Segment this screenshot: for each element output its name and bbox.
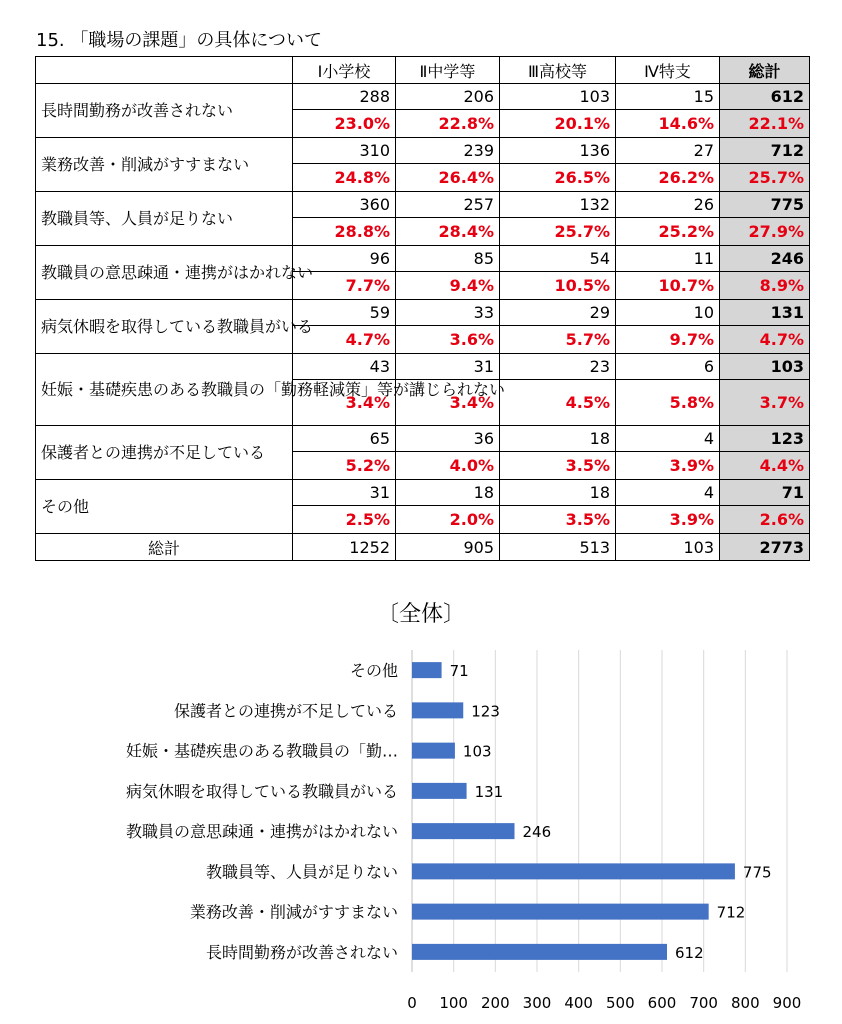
row-count-cell: 18 <box>396 480 500 506</box>
x-tick-label: 100 <box>439 994 468 1012</box>
row-percent-cell: 3.4% <box>396 380 500 426</box>
row-count-cell: 257 <box>396 192 500 218</box>
data-label: 612 <box>675 943 704 962</box>
row-percent-cell: 5.7% <box>500 326 616 354</box>
row-percent-cell: 4.0% <box>396 452 500 480</box>
bar <box>412 783 467 799</box>
row-count-cell: 54 <box>500 246 616 272</box>
x-tick-label: 300 <box>522 994 552 1012</box>
table-total-row <box>36 534 810 561</box>
x-tick-label: 800 <box>731 994 760 1012</box>
header-special-support: Ⅳ特支 <box>616 57 720 84</box>
row-total-count: 71 <box>720 480 810 506</box>
row-percent-cell: 28.4% <box>396 218 500 246</box>
row-count-cell: 132 <box>500 192 616 218</box>
row-count-cell: 360 <box>293 192 396 218</box>
row-count-cell: 65 <box>293 426 396 452</box>
grand-total-count: 2773 <box>720 534 810 561</box>
table-row-counts <box>36 300 810 326</box>
row-count-cell: 43 <box>293 354 396 380</box>
category-label: 業務改善・削減がすすまない <box>189 902 398 922</box>
data-label: 775 <box>742 863 772 882</box>
total-count-cell: 1252 <box>293 534 396 561</box>
row-count-cell: 31 <box>396 354 500 380</box>
row-percent-cell: 28.8% <box>293 218 396 246</box>
header-total: 総計 <box>720 57 810 84</box>
row-count-cell: 11 <box>616 246 720 272</box>
row-percent-cell: 10.5% <box>500 272 616 300</box>
row-percent-cell: 14.6% <box>616 110 720 138</box>
row-count-cell: 85 <box>396 246 500 272</box>
row-percent-cell: 26.5% <box>500 164 616 192</box>
total-count-cell: 103 <box>616 534 720 561</box>
x-tick-label: 900 <box>772 994 802 1012</box>
row-percent-cell: 24.8% <box>293 164 396 192</box>
row-percent-cell: 9.4% <box>396 272 500 300</box>
row-count-cell: 310 <box>293 138 396 164</box>
row-count-cell: 206 <box>396 84 500 110</box>
row-percent-cell: 26.2% <box>616 164 720 192</box>
row-category-label: 教職員の意思疎通・連携がはかれない <box>36 246 293 300</box>
row-percent-cell: 22.8% <box>396 110 500 138</box>
row-count-cell: 239 <box>396 138 500 164</box>
header-corner <box>36 57 293 84</box>
row-percent-cell: 3.6% <box>396 326 500 354</box>
bar <box>412 702 463 718</box>
row-percent-cell: 25.7% <box>500 218 616 246</box>
row-count-cell: 29 <box>500 300 616 326</box>
row-percent-cell: 3.9% <box>616 506 720 534</box>
row-count-cell: 33 <box>396 300 500 326</box>
category-label: 長時間勤務が改善されない <box>205 942 398 962</box>
row-percent-cell: 4.5% <box>500 380 616 426</box>
row-total-count: 775 <box>720 192 810 218</box>
row-count-cell: 31 <box>293 480 396 506</box>
data-label: 712 <box>716 903 746 922</box>
row-category-label: 妊娠・基礎疾患のある教職員の「勤務軽減策」等が講じられない <box>36 354 293 426</box>
row-percent-cell: 5.8% <box>616 380 720 426</box>
row-count-cell: 6 <box>616 354 720 380</box>
table-row-counts <box>36 354 810 380</box>
row-category-label: 病気休暇を取得している教職員がいる <box>36 300 293 354</box>
x-tick-label: 200 <box>481 994 510 1012</box>
row-count-cell: 10 <box>616 300 720 326</box>
row-count-cell: 18 <box>500 480 616 506</box>
row-total-count: 246 <box>720 246 810 272</box>
chart-title: 〔全体〕 <box>376 602 466 627</box>
row-count-cell: 27 <box>616 138 720 164</box>
row-percent-cell: 3.5% <box>500 506 616 534</box>
row-percent-cell: 3.9% <box>616 452 720 480</box>
row-percent-cell: 4.7% <box>293 326 396 354</box>
row-total-count: 612 <box>720 84 810 110</box>
row-total-percent: 25.7% <box>720 164 810 192</box>
row-category-label: 長時間勤務が改善されない <box>36 84 293 138</box>
row-percent-cell: 7.7% <box>293 272 396 300</box>
row-count-cell: 4 <box>616 426 720 452</box>
row-total-percent: 22.1% <box>720 110 810 138</box>
bar <box>412 743 455 759</box>
row-total-count: 712 <box>720 138 810 164</box>
data-label: 246 <box>522 823 552 842</box>
category-label: 教職員の意思疎通・連携がはかれない <box>125 822 398 842</box>
row-total-percent: 27.9% <box>720 218 810 246</box>
row-count-cell: 59 <box>293 300 396 326</box>
row-total-percent: 8.9% <box>720 272 810 300</box>
header-elementary: Ⅰ小学校 <box>293 57 396 84</box>
section-heading: 15. 「職場の課題」の具体について <box>36 30 322 51</box>
bar <box>412 904 709 920</box>
category-label: 教職員等、人員が足りない <box>205 862 398 882</box>
bar <box>412 863 735 879</box>
category-label: 病気休暇を取得している教職員がいる <box>125 781 398 801</box>
row-category-label: 保護者との連携が不足している <box>36 426 293 480</box>
row-percent-cell: 2.0% <box>396 506 500 534</box>
bar <box>412 662 442 678</box>
total-count-cell: 513 <box>500 534 616 561</box>
row-count-cell: 288 <box>293 84 396 110</box>
table-row-counts <box>36 192 810 218</box>
row-count-cell: 4 <box>616 480 720 506</box>
table-row-counts <box>36 480 810 506</box>
row-count-cell: 96 <box>293 246 396 272</box>
row-percent-cell: 9.7% <box>616 326 720 354</box>
total-row-label: 総計 <box>36 534 293 561</box>
row-percent-cell: 10.7% <box>616 272 720 300</box>
x-tick-label: 700 <box>689 994 718 1012</box>
row-count-cell: 15 <box>616 84 720 110</box>
row-total-percent: 4.7% <box>720 326 810 354</box>
category-label: 保護者との連携が不足している <box>173 701 398 721</box>
header-junior-high: Ⅱ中学等 <box>396 57 500 84</box>
row-count-cell: 136 <box>500 138 616 164</box>
row-count-cell: 26 <box>616 192 720 218</box>
x-tick-label: 0 <box>407 994 417 1012</box>
row-total-count: 103 <box>720 354 810 380</box>
row-category-label: 教職員等、人員が足りない <box>36 192 293 246</box>
bar <box>412 944 667 960</box>
table-row-counts <box>36 84 810 110</box>
row-count-cell: 23 <box>500 354 616 380</box>
x-tick-label: 600 <box>647 994 677 1012</box>
table-row-counts <box>36 246 810 272</box>
table-row-counts <box>36 138 810 164</box>
row-total-count: 123 <box>720 426 810 452</box>
category-label: その他 <box>349 661 398 681</box>
total-count-cell: 905 <box>396 534 500 561</box>
row-total-percent: 2.6% <box>720 506 810 534</box>
row-total-count: 131 <box>720 300 810 326</box>
row-count-cell: 18 <box>500 426 616 452</box>
row-percent-cell: 25.2% <box>616 218 720 246</box>
bar <box>412 823 515 839</box>
row-percent-cell: 20.1% <box>500 110 616 138</box>
row-total-percent: 3.7% <box>720 380 810 426</box>
data-label: 103 <box>462 742 492 761</box>
overall-bar-chart <box>0 590 842 1024</box>
row-percent-cell: 3.5% <box>500 452 616 480</box>
data-label: 71 <box>449 662 469 681</box>
data-label: 131 <box>474 782 504 801</box>
row-percent-cell: 3.4% <box>293 380 396 426</box>
summary-table <box>35 56 810 561</box>
row-percent-cell: 5.2% <box>293 452 396 480</box>
row-percent-cell: 2.5% <box>293 506 396 534</box>
row-percent-cell: 23.0% <box>293 110 396 138</box>
header-high-school: Ⅲ高校等 <box>500 57 616 84</box>
data-label: 123 <box>471 702 500 721</box>
x-tick-label: 500 <box>606 994 635 1012</box>
x-tick-label: 400 <box>564 994 593 1012</box>
row-category-label: その他 <box>36 480 293 534</box>
row-total-percent: 4.4% <box>720 452 810 480</box>
row-percent-cell: 26.4% <box>396 164 500 192</box>
row-count-cell: 103 <box>500 84 616 110</box>
row-count-cell: 36 <box>396 426 500 452</box>
category-label: 妊娠・基礎疾患のある教職員の「勤… <box>125 741 398 761</box>
row-category-label: 業務改善・削減がすすまない <box>36 138 293 192</box>
table-header-row <box>36 57 810 84</box>
table-row-counts <box>36 426 810 452</box>
